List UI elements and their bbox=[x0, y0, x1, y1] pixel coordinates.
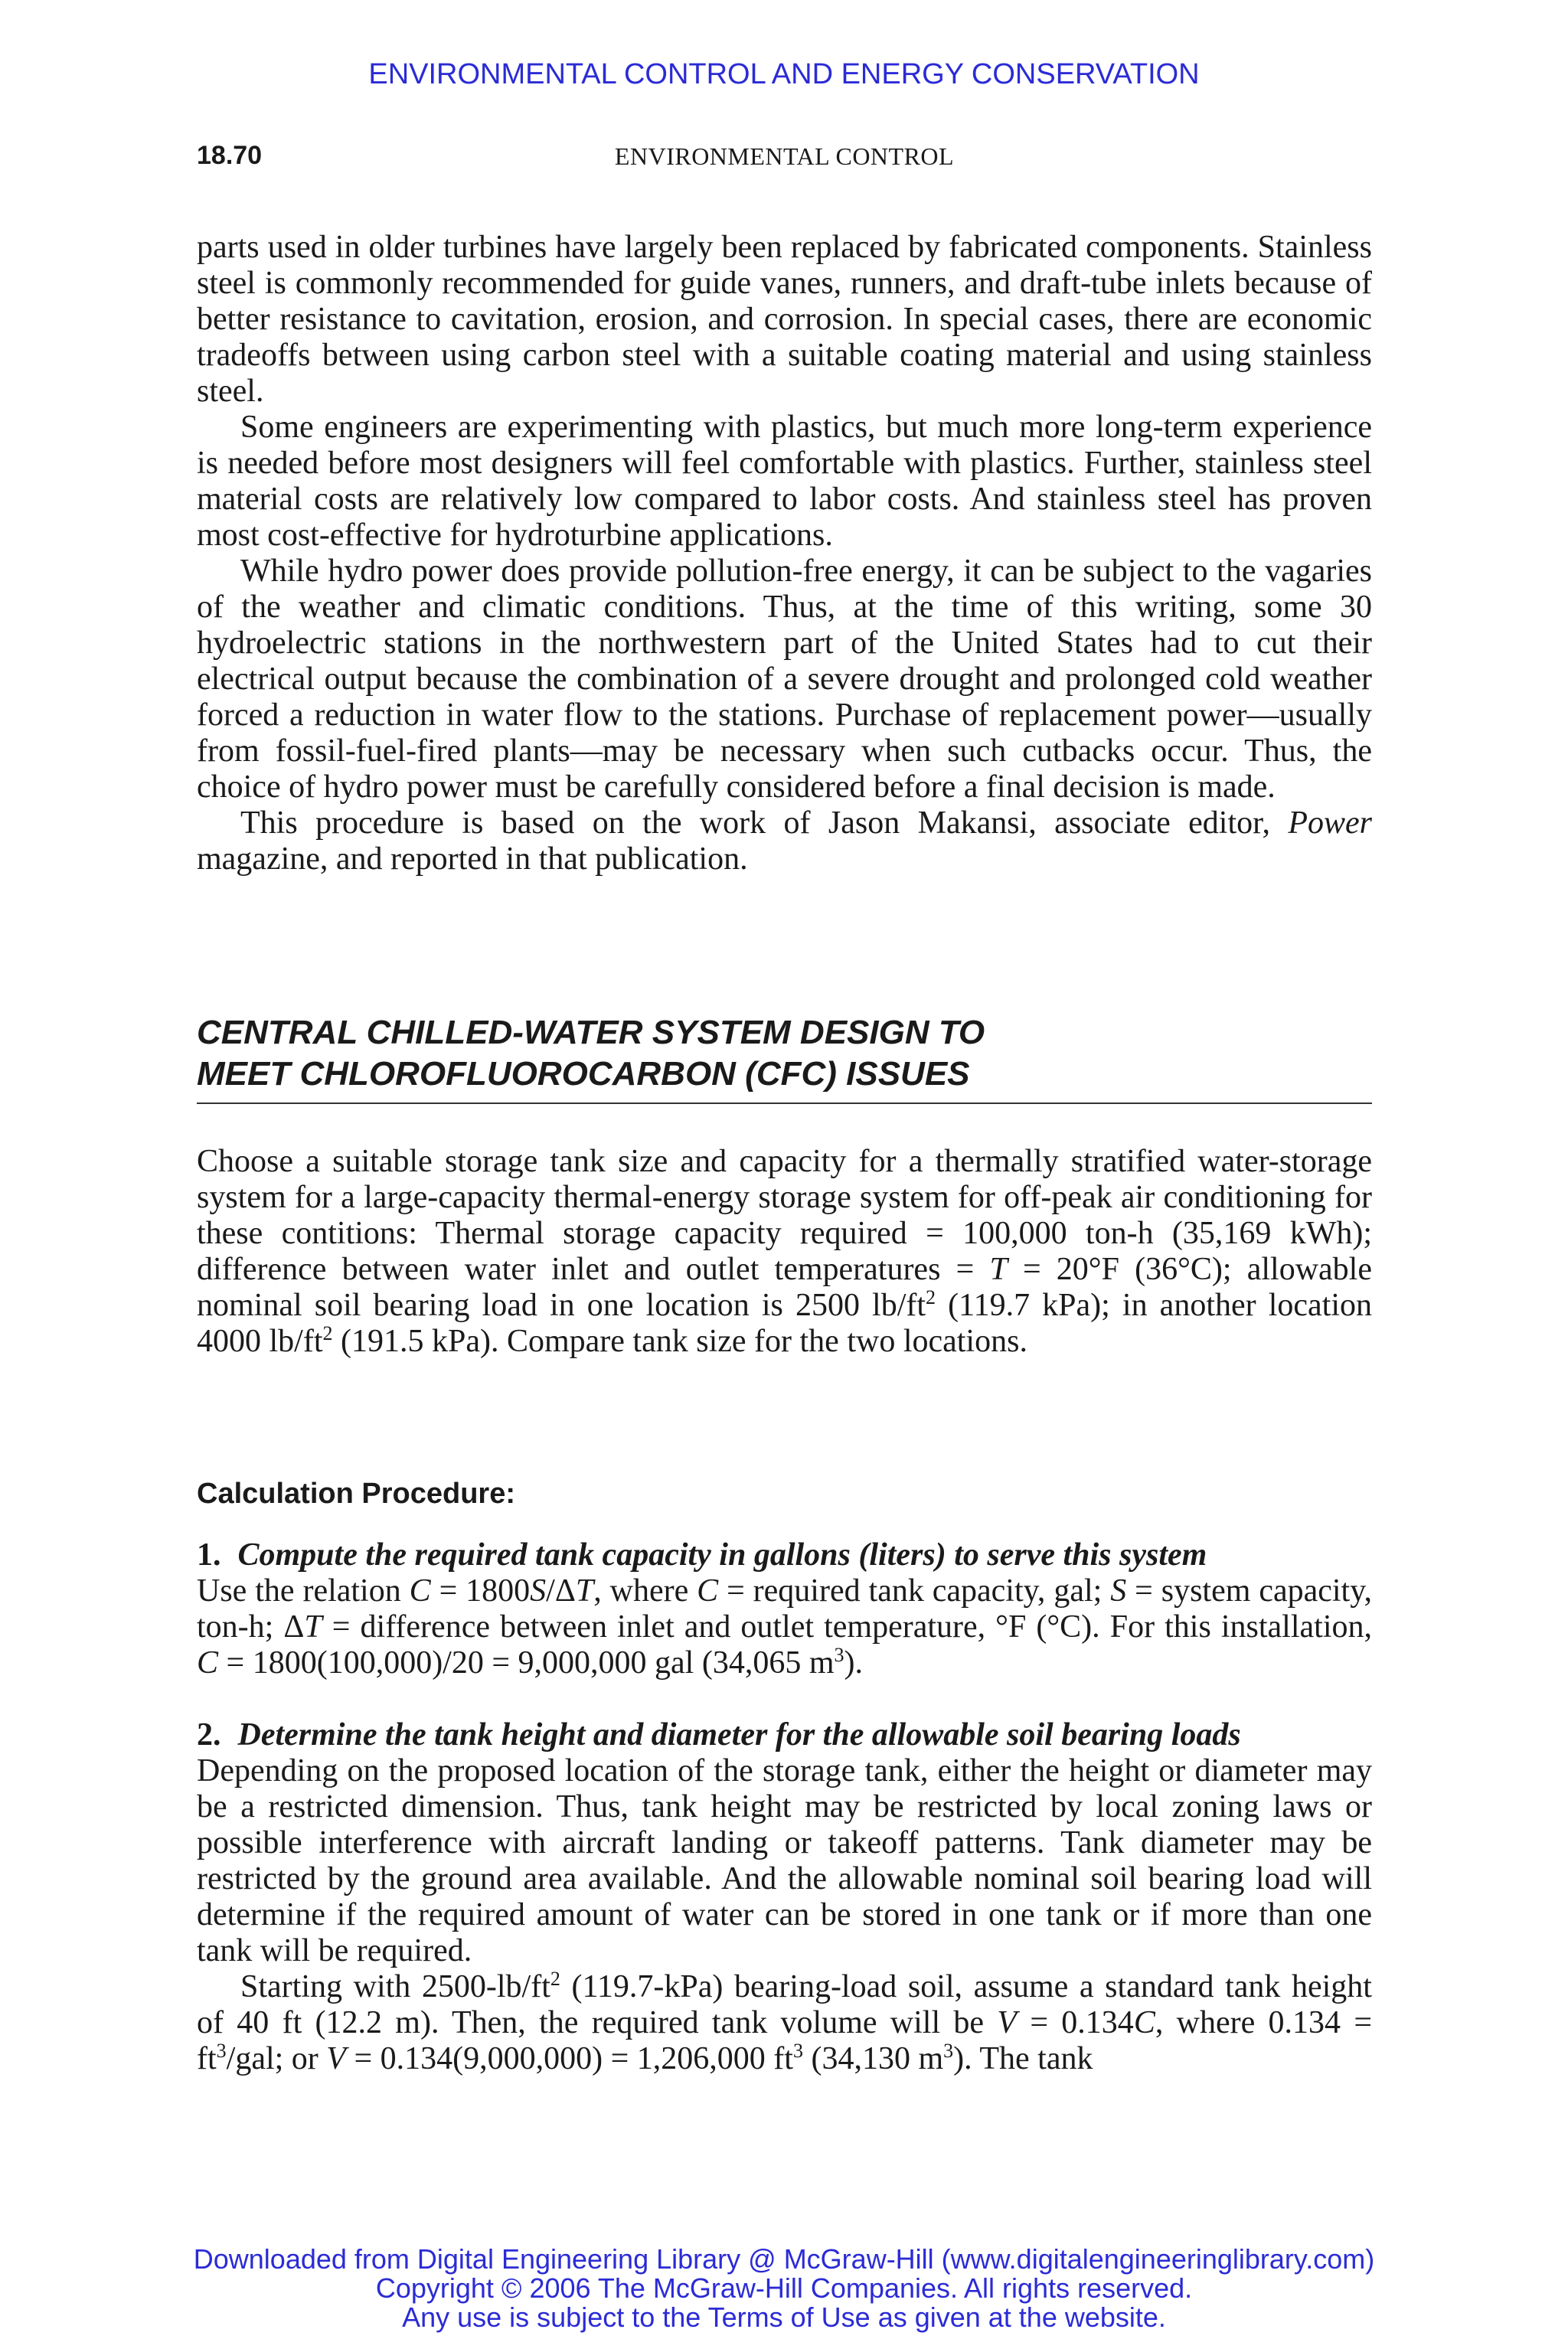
calculation-heading: Calculation Procedure: bbox=[197, 1478, 515, 1510]
footer-source-link[interactable]: Downloaded from Digital Engineering Library @ McGraw-Hill (www.digitalengineeringlibrary.com) bbox=[193, 2243, 1375, 2275]
credit-paragraph: This procedure is based on the work of Jason Makansi, associate editor, Power magazine, and reported in that publication. bbox=[197, 805, 1372, 877]
problem-statement bbox=[197, 1144, 1372, 1360]
paragraph: Some engineers are experimenting with plastics, but much more long-term experience is needed before most designers will feel comfortable with plastics. Further, stainless steel material costs are relatively low compared to labor costs. And stainless steel has proven most cost-effective for hydroturbine applications. bbox=[197, 410, 1372, 553]
paragraph: Choose a suitable storage tank size and capacity for a thermally stratified water-storage system for a large-capacity thermal-energy storage system for off-peak air conditioning for these contitions: Thermal storage capacity required = 100,000 ton-h (35,169 kWh); difference between water inlet and outlet temperatures = T = 20°F (36°C); allowable nominal soil bearing load in one location is 2500 $lb/ft^2$ (119.7 kPa); in another location 4000 $lb/ft^2$ (191.5 kPa). Compare tank size for the two locations. bbox=[197, 1144, 1373, 1359]
paragraph: Depending on the proposed location of the storage tank, either the height or diameter may be a restricted dimension. Thus, tank height may be restricted by local zoning laws or possible interference with aircraft landing or takeoff patterns. Tank diameter may be restricted by the ground area available. And the allowable nominal soil bearing load will determine if the required amount of water can be stored in one tank or if more than one tank will be required. bbox=[197, 1753, 1372, 1968]
step-heading: 1. Compute the required tank capacity in gallons (liters) to serve this system bbox=[197, 1537, 1207, 1573]
section-title: CENTRAL CHILLED-WATER SYSTEM DESIGN TO MEET CHLOROFLUOROCARBON (CFC) ISSUES bbox=[197, 1012, 1372, 1104]
intro-text bbox=[197, 230, 1372, 877]
paragraph: Starting with $2500-lb/ft^2$ (119.7-kPa) bearing-load soil, assume a standard tank height of 40 ft (12.2 m). Then, the required tank volume will be V = 0.134C, where $0.134 = ft^3$/gal; or V = 0.134(9,000,000) = 1,206,000 $ft^3$ (34,130 $m^3$). The tank bbox=[197, 1968, 1373, 2076]
page-number: 18.70 bbox=[197, 141, 263, 170]
footer-terms: Any use is subject to the Terms of Use as given at the website. bbox=[402, 2301, 1166, 2333]
paragraph: parts used in older turbines have largely been replaced by fabricated components. Stainless steel is commonly recommended for guide vanes, runners, and draft-tube inlets because of better resistance to cavitation, erosion, and corrosion. In special cases, there are economic tradeoffs between using carbon steel with a suitable coating material and using stainless steel. bbox=[197, 230, 1372, 409]
magazine-name: Power bbox=[1288, 805, 1372, 841]
footer-copyright: Copyright © 2006 The McGraw-Hill Companies. All rights reserved. bbox=[375, 2272, 1193, 2304]
paragraph: Use the relation C = 1800S/ΔT, where C = required tank capacity, gal; S = system capacity, ton-h; ΔT = difference between inlet and outlet temperature, °F (°C). For this installation, C = 1800(100,000)/20 = 9,000,000 gal (34,065 $m^3$). bbox=[197, 1573, 1373, 1681]
running-header bbox=[197, 141, 1372, 179]
document-banner: ENVIRONMENTAL CONTROL AND ENERGY CONSERVATION bbox=[368, 58, 1200, 90]
download-footer bbox=[0, 2245, 1568, 2332]
paragraph: While hydro power does provide pollution-free energy, it can be subject to the vagaries of the weather and climatic conditions. Thus, at the time of this writing, some 30 hydroelectric stations in the northwestern part of the United States had to cut their electrical output because the combination of a severe drought and prolonged cold weather forced a reduction in water flow to the stations. Purchase of replacement power—usually from fossil-fuel-fired plants—may be necessary when such cutbacks occur. Thus, the choice of hydro power must be carefully considered before a final decision is made. bbox=[197, 554, 1372, 805]
step-2 bbox=[197, 1717, 1372, 2077]
step-heading: 2. Determine the tank height and diameter for the allowable soil bearing loads bbox=[197, 1717, 1241, 1753]
step-1 bbox=[197, 1537, 1372, 1681]
running-title: ENVIRONMENTAL CONTROL bbox=[614, 142, 955, 170]
